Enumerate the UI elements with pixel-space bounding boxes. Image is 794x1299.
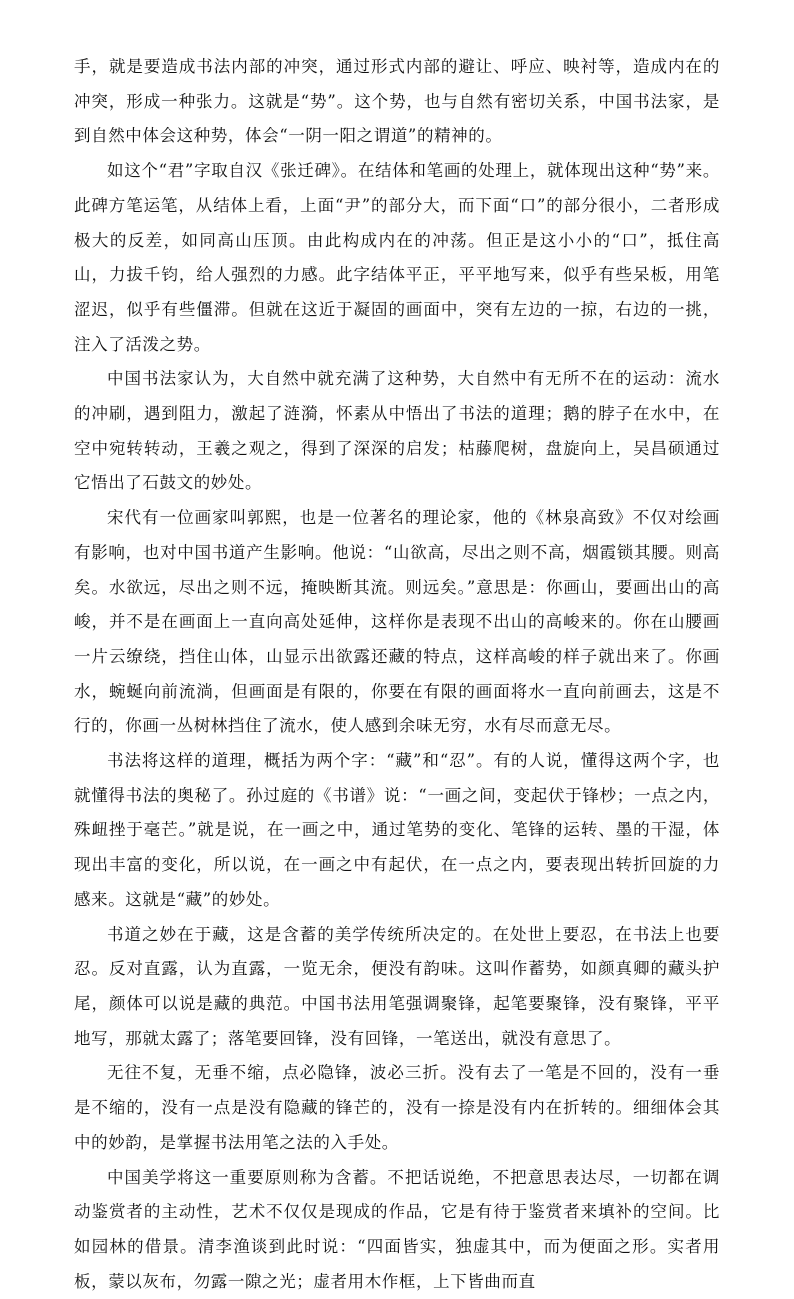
paragraph-8: 中国美学将这一重要原则称为含蓄。不把话说绝，不把意思表达尽，一切都在调动鉴赏者的主动性，艺术不仅仅是现成的作品，它是有待于鉴赏者来填补的空间。比如园林的借景。清李渔谈到此时说：“四面皆实，独虚其中，而为便面之形。实者用板，蒙以灰布，勿露一隙之光；虚者用木作框，上下皆曲而直 bbox=[74, 1161, 720, 1299]
paragraph-1: 手，就是要造成书法内部的冲突，通过形式内部的避让、呼应、映衬等，造成内在的冲突，形成一种张力。这就是“势”。这个势，也与自然有密切关系，中国书法家，是到自然中体会这种势，体会“一阴一阳之谓道”的精神的。 bbox=[74, 50, 720, 154]
document-page bbox=[74, 50, 720, 1299]
paragraph-3: 中国书法家认为，大自然中就充满了这种势，大自然中有无所不在的运动：流水的冲刷，遇到阻力，激起了涟漪，怀素从中悟出了书法的道理；鹅的脖子在水中，在空中宛转转动，王羲之观之，得到了深深的启发；枯藤爬树，盘旋向上，吴昌硕通过它悟出了石鼓文的妙处。 bbox=[74, 362, 720, 501]
paragraph-7: 无往不复，无垂不缩，点必隐锋，波必三折。没有去了一笔是不回的，没有一垂是不缩的，没有一点是没有隐藏的锋芒的，没有一捺是没有内在折转的。细细体会其中的妙韵，是掌握书法用笔之法的入手处。 bbox=[74, 1056, 720, 1160]
paragraph-6: 书道之妙在于藏，这是含蓄的美学传统所决定的。在处世上要忍，在书法上也要忍。反对直露，认为直露，一览无余，便没有韵味。这叫作蓄势，如颜真卿的藏头护尾，颜体可以说是藏的典范。中国书法用笔强调聚锋，起笔要聚锋，没有聚锋，平平地写，那就太露了；落笔要回锋，没有回锋，一笔送出，就没有意思了。 bbox=[74, 918, 720, 1057]
paragraph-4: 宋代有一位画家叫郭熙，也是一位著名的理论家，他的《林泉高致》不仅对绘画有影响，也对中国书道产生影响。他说：“山欲高，尽出之则不高，烟霞锁其腰。则高矣。水欲远，尽出之则不远，掩映断其流。则远矣。”意思是：你画山，要画出山的高峻，并不是在画面上一直向高处延伸，这样你是表现不出山的高峻来的。你在山腰画一片云缭绕，挡住山体，山显示出欲露还藏的特点，这样高峻的样子就出来了。你画水，蜿蜒向前流淌，但画面是有限的，你要在有限的画面将水一直向前画去，这是不行的，你画一丛树林挡住了流水，使人感到余味无穷，水有尽而意无尽。 bbox=[74, 501, 720, 744]
paragraph-2: 如这个“君”字取自汉《张迁碑》。在结体和笔画的处理上，就体现出这种“势”来。此碑方笔运笔，从结体上看，上面“尹”的部分大，而下面“口”的部分很小，二者形成极大的反差，如同高山压顶。由此构成内在的冲荡。但正是这小小的“口”，抵住高山，力拔千钧，给人强烈的力感。此字结体平正，平平地写来，似乎有些呆板，用笔涩迟，似乎有些僵滞。但就在这近于凝固的画面中，突有左边的一掠，右边的一挑，注入了活泼之势。 bbox=[74, 154, 720, 362]
paragraph-5: 书法将这样的道理，概括为两个字：“藏”和“忍”。有的人说，懂得这两个字，也就懂得书法的奥秘了。孙过庭的《书谱》说：“一画之间，变起伏于锋杪；一点之内，殊衄挫于毫芒。”就是说，在一画之中，通过笔势的变化、笔锋的运转、墨的干湿，体现出丰富的变化，所以说，在一画之中有起伏，在一点之内，要表现出转折回旋的力感来。这就是“藏”的妙处。 bbox=[74, 744, 720, 918]
